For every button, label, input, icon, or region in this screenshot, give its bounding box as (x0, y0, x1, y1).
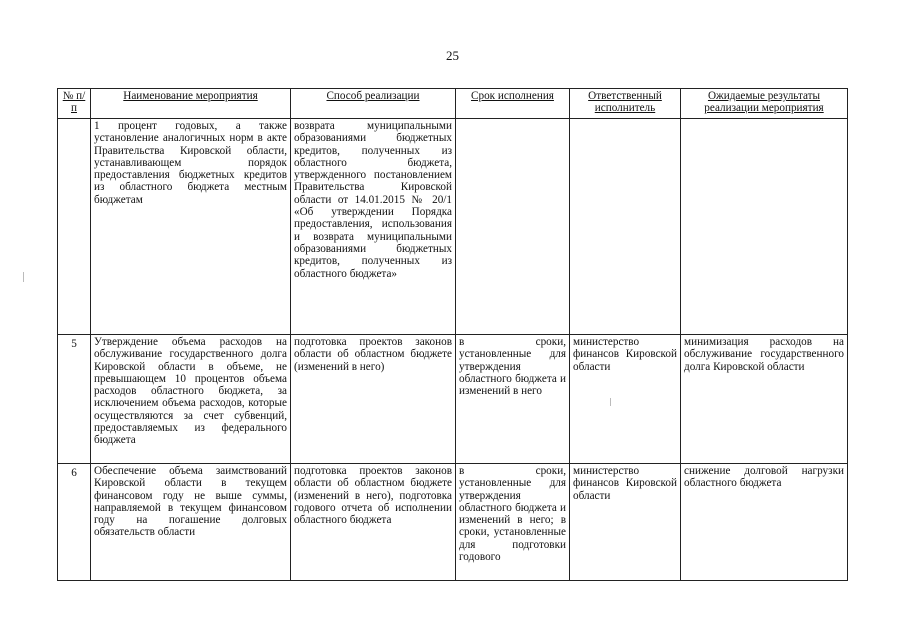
scan-mark (610, 398, 611, 406)
row-method: подготовка проектов законов области об областном бюджете (изменений в него), подготовка годового отчета об исполнении областного бюджета (291, 464, 456, 581)
row-term: в сроки, установленные для утверждения областного бюджета и изменений в него (456, 335, 570, 464)
header-executor: Ответственный исполнитель (570, 89, 681, 119)
header-result: Ожидаемые результаты реализации мероприятия (681, 89, 848, 119)
row-result: минимизация расходов на обслуживание государственного долга Кировской области (681, 335, 848, 464)
events-table (57, 88, 848, 581)
header-term: Срок исполнения (456, 89, 570, 119)
table-row (58, 119, 848, 335)
table-row (58, 464, 848, 581)
page-number: 25 (446, 48, 459, 63)
table-row (58, 335, 848, 464)
row-result: снижение долговой нагрузки областного бюджета (681, 464, 848, 581)
row-number: 6 (58, 464, 91, 581)
row-method: подготовка проектов законов области об областном бюджете (изменений в него) (291, 335, 456, 464)
row-event-name: Утверждение объема расходов на обслуживание государственного долга Кировской области в объеме, не превышающем 10 процентов объема расходов областного бюджета, за исключением объема расходов, которые осуществляются за счет субвенций, предоставляемых из федерального бюджета (91, 335, 291, 464)
row-result (681, 119, 848, 335)
header-event-name: Наименование мероприятия (91, 89, 291, 119)
row-executor: министерство финансов Кировской области (570, 464, 681, 581)
row-event-name: Обеспечение объема заимствований Кировской области в текущем финансовом году не выше суммы, направляемой в текущем финансовом году на погашение долговых обязательств области (91, 464, 291, 581)
table-header-row (58, 89, 848, 119)
row-term: в сроки, установленные для утверждения областного бюджета и изменений в него; в сроки, установленные для подготовки годового (456, 464, 570, 581)
header-number: № п/п (58, 89, 91, 119)
row-method: возврата муниципальными образованиями бюджетных кредитов, полученных из областного бюджета, утвержденного постановлением Правительства Кировской области от 14.01.2015 № 20/1 «Об утверждении Порядка предоставления, использования и возврата муниципальными образованиями бюджетных кредитов, полученных из областного бюджета» (291, 119, 456, 335)
row-term (456, 119, 570, 335)
header-method: Способ реализации (291, 89, 456, 119)
row-executor: министерство финансов Кировской области (570, 335, 681, 464)
row-event-name: 1 процент годовых, а также установление аналогичных норм в акте Правительства Кировской области, устанавливающем порядок предоставления бюджетных кредитов из областного бюджета местным бюджетам (91, 119, 291, 335)
row-number (58, 119, 91, 335)
row-executor (570, 119, 681, 335)
row-number: 5 (58, 335, 91, 464)
scan-mark (23, 272, 24, 282)
